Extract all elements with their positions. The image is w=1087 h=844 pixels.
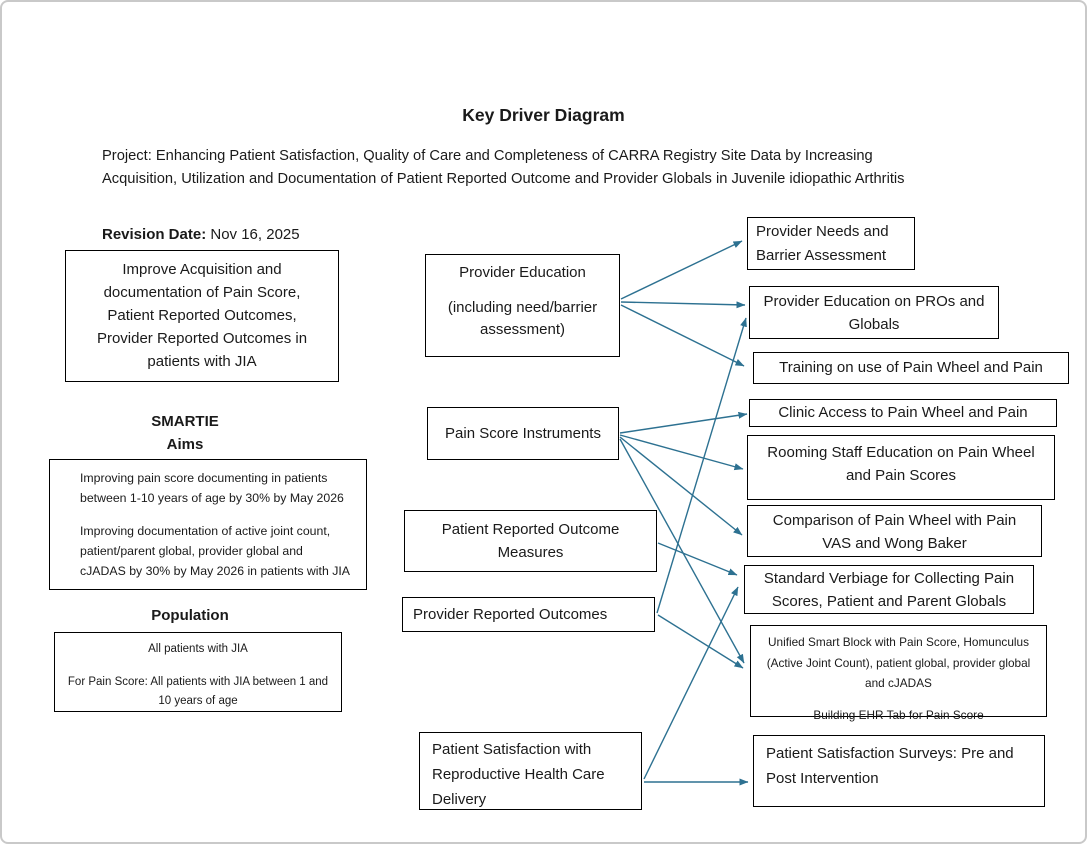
revision-date <box>102 226 300 243</box>
arrow-prom-to-standard-verbiage <box>658 543 737 575</box>
arrow-provider-education-to-training <box>621 305 744 366</box>
aims-paragraph-2: Improving documentation of active joint count, patient/parent global, provider global and cJADAS by 30% by May 2026 in patients with JIA <box>80 524 350 578</box>
rooming-staff-box: Rooming Staff Education on Pain Wheel and Pain Scores <box>747 435 1055 500</box>
clinic-access-box: Clinic Access to Pain Wheel and Pain <box>749 399 1057 427</box>
patient-satisfaction: Patient Satisfaction with Reproductive Health Care Delivery <box>419 732 642 810</box>
pain-score-instruments: Pain Score Instruments <box>427 407 619 460</box>
provider-reported-outcomes: Provider Reported Outcomes <box>402 597 655 632</box>
arrow-provider-reported-to-unified-smart-block <box>658 615 743 668</box>
arrow-provider-education-to-provider-needs <box>621 241 742 299</box>
arrow-pain-score-to-clinic-access <box>620 414 747 433</box>
project-description-line2: Acquisition, Utilization and Documentation of Patient Reported Outcome and Provider Globals in Juvenile idiopathic Arthritis <box>102 170 905 187</box>
revision-date-value: Nov 16, 2025 <box>206 226 300 243</box>
unified-smart-block-line1: Unified Smart Block with Pain Score, Homunculus (Active Joint Count), patient global, provider global and cJADAS <box>766 635 1031 690</box>
patient-reported-outcome-measures: Patient Reported Outcome Measures <box>404 510 657 572</box>
aims-paragraph-1: Improving pain score documenting in patients between 1-10 years of age by 30% by May 2026 <box>80 471 344 505</box>
smartie-heading-line1: SMARTIE <box>151 413 219 430</box>
satisfaction-surveys-box: Patient Satisfaction Surveys: Pre and Post Intervention <box>753 735 1045 807</box>
training-pain-wheel-box: Training on use of Pain Wheel and Pain <box>753 352 1069 384</box>
provider-needs-box: Provider Needs and Barrier Assessment <box>747 217 915 270</box>
revision-date-label: Revision Date: <box>102 226 207 243</box>
arrow-provider-education-to-pros-globals <box>621 302 745 305</box>
standard-verbiage-box: Standard Verbiage for Collecting Pain Scores, Patient and Parent Globals <box>744 565 1034 614</box>
unified-smart-block-line2: Building EHR Tab for Pain Score <box>813 707 984 722</box>
provider-education-pros-box: Provider Education on PROs and Globals <box>749 286 999 339</box>
smartie-aims-heading <box>65 410 305 456</box>
arrow-pain-score-to-rooming-staff <box>620 435 743 469</box>
page-title: Key Driver Diagram <box>462 105 625 125</box>
unified-smart-block-box <box>750 625 1047 722</box>
provider-education-line2: (including need/barrier assessment) <box>447 299 598 338</box>
goal-box: Improve Acquisition and documentation of Pain Score, Patient Reported Outcomes, Provider Reported Outcomes in patients with JIA <box>65 250 339 382</box>
project-description-line1: Project: Enhancing Patient Satisfaction, Quality of Care and Completeness of CARRA Registry Site Data by Increasing <box>102 148 873 164</box>
provider-education-line1: Provider Education <box>459 264 586 281</box>
provider-education <box>425 254 620 357</box>
aims-box <box>49 459 367 590</box>
comparison-box: Comparison of Pain Wheel with Pain VAS and Wong Baker <box>747 505 1042 557</box>
smartie-heading-line2: Aims <box>166 436 204 453</box>
arrow-patient-satisfaction-to-standard-verbiage <box>644 587 738 779</box>
population-box <box>54 632 342 712</box>
project-description <box>102 145 1002 190</box>
population-paragraph-1: All patients with JIA <box>148 643 248 655</box>
population-paragraph-2: For Pain Score: All patients with JIA between 1 and 10 years of age <box>67 675 329 707</box>
population-heading: Population <box>151 607 229 624</box>
arrow-provider-reported-to-pros-globals <box>657 318 746 613</box>
